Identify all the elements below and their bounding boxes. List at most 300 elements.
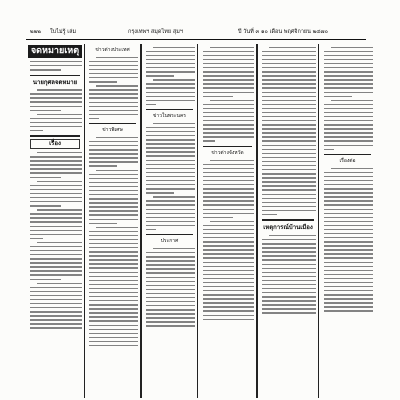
text-line [30,274,82,275]
text-line [30,254,82,255]
text-line [262,251,316,252]
text-line [262,210,316,211]
text-line [89,292,138,293]
text-line [262,255,316,256]
text-line [324,286,373,287]
text-line [324,253,373,254]
text-line [30,197,82,198]
text-line [89,325,138,326]
text-line [146,285,195,286]
text-line [146,143,195,144]
text-line [89,77,138,78]
text-line [262,259,316,260]
text-line [262,292,316,293]
text-line [262,308,316,309]
section-divider [146,109,193,110]
text-line [324,128,373,129]
text-line [30,217,82,218]
text-line [262,198,316,199]
text-line [324,51,373,52]
section-banner: จดหมายเหตุ [28,45,82,58]
text-line [146,321,195,322]
text-line [30,97,82,98]
column-6 [321,44,374,398]
text-line [203,229,254,230]
text-line [269,47,316,48]
text-line [146,188,195,189]
text-line [262,284,316,285]
text-line [146,75,174,76]
text-line [89,243,138,244]
text-line [30,307,82,308]
text-line [324,108,373,109]
text-line [203,116,254,117]
text-line [262,239,316,240]
text-line [146,139,195,140]
text-line [37,181,82,182]
text-line [96,227,138,228]
text-line [324,221,373,222]
text-line [262,63,316,64]
text-line [146,264,195,265]
text-line [324,75,373,76]
text-line [37,89,82,90]
column-3-heading-1: ข่าวในพระนคร [152,113,186,120]
text-line [203,286,254,287]
text-line [30,315,82,316]
text-line [89,97,138,98]
text-line [89,276,138,277]
text-line [89,214,138,215]
text-line [324,79,373,80]
text-line [262,124,316,125]
text-line [203,51,254,52]
text-line [262,100,316,101]
column-5 [259,44,317,398]
text-line [96,57,138,58]
text-line [324,116,373,117]
text-line [262,153,316,154]
text-line [210,221,254,222]
text-line [262,128,316,129]
text-line [89,157,138,158]
text-line [262,181,316,182]
text-line [30,291,82,292]
text-line [324,55,373,56]
text-line [324,192,373,193]
text-line [203,204,254,205]
text-line [146,217,195,218]
text-line [324,87,373,88]
text-line [89,337,138,338]
text-line [89,153,138,154]
text-line [146,204,195,205]
text-line [324,120,373,121]
text-line [89,106,138,107]
text-line [203,233,254,234]
column-3-heading-2: ประกาศ [160,238,179,245]
text-line [30,299,82,300]
text-line [203,278,254,279]
text-line [146,51,195,52]
text-line [262,136,316,137]
text-line [203,180,254,181]
text-line [203,249,254,250]
text-line [324,266,373,267]
text-line [324,184,373,185]
text-line [324,59,373,60]
text-line [30,164,82,165]
text-line [30,189,82,190]
text-line [262,96,316,97]
text-line [30,323,82,324]
text-line [262,67,316,68]
text-line [203,176,254,177]
text-line [146,325,195,326]
text-line [324,225,373,226]
text-line [262,189,316,190]
text-line [203,290,254,291]
text-line [262,75,316,76]
text-line [262,149,316,150]
text-line [89,284,138,285]
text-line [203,270,254,271]
text-line [89,202,138,203]
text-line [89,272,138,273]
text-line [262,112,316,113]
text-line [324,188,373,189]
text-line [262,145,316,146]
text-line [30,327,82,328]
text-line [262,87,316,88]
text-line [30,193,82,194]
text-line [331,100,373,101]
section-divider [146,234,193,235]
text-line [146,92,195,93]
text-line [262,132,316,133]
text-line [30,319,82,320]
text-line [89,206,138,207]
column-rule [197,44,198,398]
column-3 [143,44,196,398]
text-line [153,47,195,48]
text-line [30,270,82,271]
text-line [153,123,195,124]
text-line [262,120,316,121]
text-line [146,313,195,314]
text-line [146,83,195,84]
text-line [89,114,138,115]
text-line [203,124,254,125]
text-line [146,192,174,193]
text-line [324,196,373,197]
text-line [262,268,316,269]
text-line [30,61,82,62]
text-line [203,87,254,88]
text-line [324,294,373,295]
text-line [30,168,82,169]
text-line [203,67,254,68]
text-line [269,235,316,236]
text-line [324,204,373,205]
text-line [146,71,195,72]
text-line [203,192,254,193]
text-line [203,71,254,72]
text-line [153,79,195,80]
text-line [203,75,254,76]
text-line [324,233,373,234]
text-line [96,85,138,86]
text-line [146,221,195,222]
text-line [262,300,316,301]
text-line [262,59,316,60]
text-line [89,73,138,74]
text-line [203,282,254,283]
text-line [146,305,195,306]
text-line [324,209,373,210]
text-line [146,272,195,273]
text-line [203,294,254,295]
text-line [146,184,195,185]
text-line [30,126,82,127]
text-line [324,140,373,141]
text-line [146,225,195,226]
text-line [324,63,373,64]
text-line [146,127,195,128]
text-line [89,149,138,150]
text-line [324,282,373,283]
text-line [324,112,373,113]
column-2-heading-1: ข่าวต่างประเทศ [95,47,130,53]
column-1-heading-1: นายกุศลจดหมาย [32,78,78,86]
text-line [262,243,316,244]
text-line [89,235,138,236]
text-line [146,281,195,282]
text-line [262,194,316,195]
text-line [89,280,138,281]
text-line [210,47,254,48]
text-line [203,298,254,299]
text-line [89,178,138,179]
text-line [30,185,82,186]
text-line [262,185,316,186]
text-line [89,145,138,146]
text-line [203,184,254,185]
text-line [30,156,82,157]
text-line [324,67,373,68]
text-line [324,136,373,137]
text-line [89,186,138,187]
text-line [146,96,195,97]
text-line [30,279,61,280]
text-line [89,267,138,268]
text-line [324,180,373,181]
text-line [146,104,156,105]
text-line [203,315,254,316]
column-rule [84,44,85,398]
section-divider [89,123,136,124]
text-line [30,101,82,102]
section-divider [262,219,314,221]
text-line [96,170,138,171]
text-line [146,155,195,156]
text-line [324,83,373,84]
text-line [203,59,254,60]
text-line [262,272,316,273]
text-line [324,92,373,93]
text-line [203,140,215,141]
text-line [203,241,254,242]
text-line [89,247,138,248]
text-line [203,257,254,258]
text-line [203,96,233,97]
text-line [146,209,195,210]
text-line [203,128,254,129]
text-line [89,210,138,211]
text-line [89,141,138,142]
text-line [89,300,138,301]
text-line [30,110,61,111]
text-line [324,298,373,299]
text-line [30,295,82,296]
text-line [203,108,254,109]
text-line [89,259,138,260]
text-line [89,345,138,346]
text-line [89,223,117,224]
text-line [262,55,316,56]
text-line [262,51,316,52]
text-line [331,168,373,169]
text-line [203,63,254,64]
text-line [89,255,138,256]
text-line [30,266,82,267]
text-line [37,114,82,115]
text-line [203,237,254,238]
text-line [146,297,195,298]
section-divider [324,154,371,155]
text-line [37,283,82,284]
text-line [153,196,195,197]
text-line [89,231,138,232]
text-line [89,81,117,82]
text-line [262,304,316,305]
text-line [262,169,316,170]
text-line [89,190,138,191]
text-line [89,89,138,90]
text-line [324,241,373,242]
text-line [203,266,254,267]
text-line [146,164,195,165]
text-line [262,79,316,80]
text-line [37,242,82,243]
text-line [30,69,61,70]
text-line [262,177,316,178]
text-line [324,145,373,146]
text-line [203,253,254,254]
text-line [30,287,82,288]
text-line [30,130,43,131]
page-number: ๒๒๒ [30,29,41,35]
text-line [89,102,138,103]
text-line [146,160,195,161]
text-line [331,47,373,48]
text-line [30,177,61,178]
text-line [324,104,373,105]
text-line [146,147,195,148]
text-line [146,180,195,181]
text-line [210,100,254,101]
text-line [324,237,373,238]
text-line [262,276,316,277]
text-line [203,164,254,165]
column-rule [318,44,319,398]
text-line [262,264,316,265]
text-line [203,225,254,226]
text-line [203,132,254,133]
text-line [262,173,316,174]
text-line [89,263,138,264]
text-line [203,302,254,303]
text-line [146,268,195,269]
text-line [324,124,373,125]
text-line [203,79,254,80]
text-line [30,93,82,94]
text-line [89,239,138,240]
text-line [89,61,138,62]
text-line [262,165,316,166]
text-line [146,55,195,56]
text-line [203,262,254,263]
text-line [324,200,373,201]
text-line [146,301,195,302]
text-line [30,213,82,214]
text-line [146,213,195,214]
section-divider [30,135,80,137]
text-line [146,100,195,101]
text-line [324,245,373,246]
text-line [89,288,138,289]
text-line [89,304,138,305]
text-line [146,87,195,88]
text-line [324,176,373,177]
section-divider [30,75,80,76]
text-line [89,308,138,309]
text-line [262,296,316,297]
text-line [146,172,195,173]
text-line [96,137,138,138]
text-line [203,196,254,197]
text-line [30,262,82,263]
text-line [324,274,373,275]
text-line [89,320,138,321]
text-line [262,247,316,248]
text-line [146,293,195,294]
text-line [324,290,373,291]
text-line [203,112,254,113]
text-line [262,280,316,281]
text-line [262,140,316,141]
column-2 [86,44,139,398]
text-line [203,209,254,210]
text-line [324,262,373,263]
text-line [203,120,254,121]
text-line [203,245,254,246]
text-line [262,161,316,162]
text-line [146,289,195,290]
text-line [262,312,316,313]
masthead-center-title: กรุงเทพฯ สมุดไทย สุมฯ [128,29,183,35]
text-line [324,172,373,173]
